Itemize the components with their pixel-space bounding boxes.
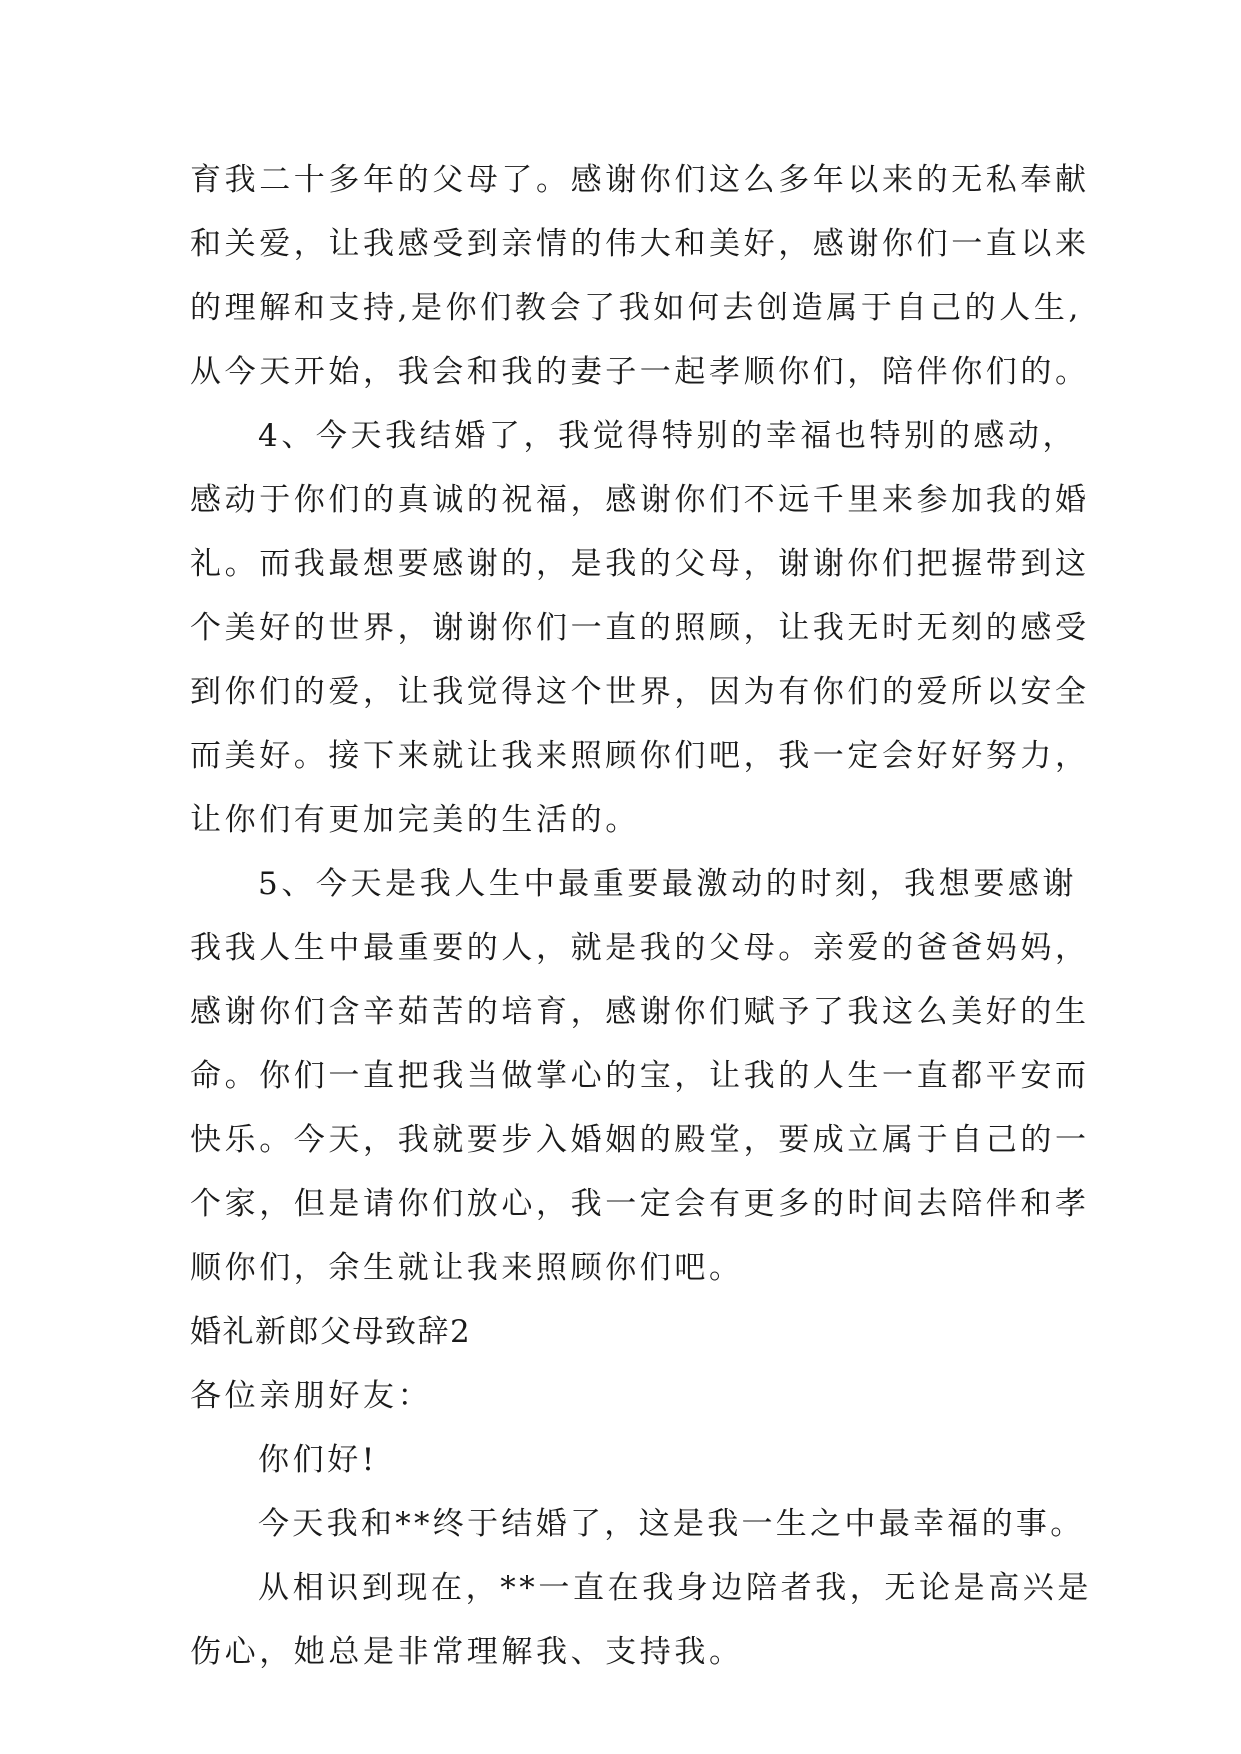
text-line: 感动于你们的真诚的祝福，感谢你们不远千里来参加我的婚 xyxy=(190,482,1090,518)
text-line: 和关爱，让我感受到亲情的伟大和美好，感谢你们一直以来 xyxy=(190,226,1090,262)
salutation: 各位亲朋好友： xyxy=(190,1378,433,1414)
paragraph-start-line: 今天我和**终于结婚了，这是我一生之中最幸福的事。 xyxy=(258,1506,1085,1542)
text-line: 命。你们一直把我当做掌心的宝，让我的人生一直都平安而 xyxy=(190,1058,1090,1094)
text-line: 我我人生中最重要的人，就是我的父母。亲爱的爸爸妈妈， xyxy=(190,930,1090,966)
paragraph-start-line: 5、今天是我人生中最重要最激动的时刻，我想要感谢 xyxy=(258,866,1078,902)
text-line: 礼。而我最想要感谢的，是我的父母，谢谢你们把握带到这 xyxy=(190,546,1090,582)
text-line: 让你们有更加完美的生活的。 xyxy=(190,802,640,838)
text-line: 快乐。今天，我就要步入婚姻的殿堂，要成立属于自己的一 xyxy=(190,1122,1090,1158)
text-line: 伤心，她总是非常理解我、支持我。 xyxy=(190,1634,744,1670)
text-line: 个家，但是请你们放心，我一定会有更多的时间去陪伴和孝 xyxy=(190,1186,1090,1222)
paragraph-start-line: 4、今天我结婚了，我觉得特别的幸福也特别的感动， xyxy=(258,418,1078,454)
text-line: 感谢你们含辛茹苦的培育，感谢你们赋予了我这么美好的生 xyxy=(190,994,1090,1030)
text-line: 从今天开始，我会和我的妻子一起孝顺你们，陪伴你们的。 xyxy=(190,354,1090,390)
paragraph-start-line: 从相识到现在，**一直在我身边陪者我，无论是高兴是 xyxy=(258,1570,1092,1606)
text-line: 顺你们，余生就让我来照顾你们吧。 xyxy=(190,1250,744,1286)
text-line: 到你们的爱，让我觉得这个世界，因为有你们的爱所以安全 xyxy=(190,674,1090,710)
text-line: 育我二十多年的父母了。感谢你们这么多年以来的无私奉献 xyxy=(190,162,1090,198)
greeting: 你们好! xyxy=(258,1442,378,1478)
text-line: 的理解和支持,是你们教会了我如何去创造属于自己的人生, xyxy=(190,290,1082,326)
text-line: 而美好。接下来就让我来照顾你们吧，我一定会好好努力， xyxy=(190,738,1090,774)
section-title: 婚礼新郎父母致辞2 xyxy=(190,1314,472,1350)
text-line: 个美好的世界，谢谢你们一直的照顾，让我无时无刻的感受 xyxy=(190,610,1090,646)
